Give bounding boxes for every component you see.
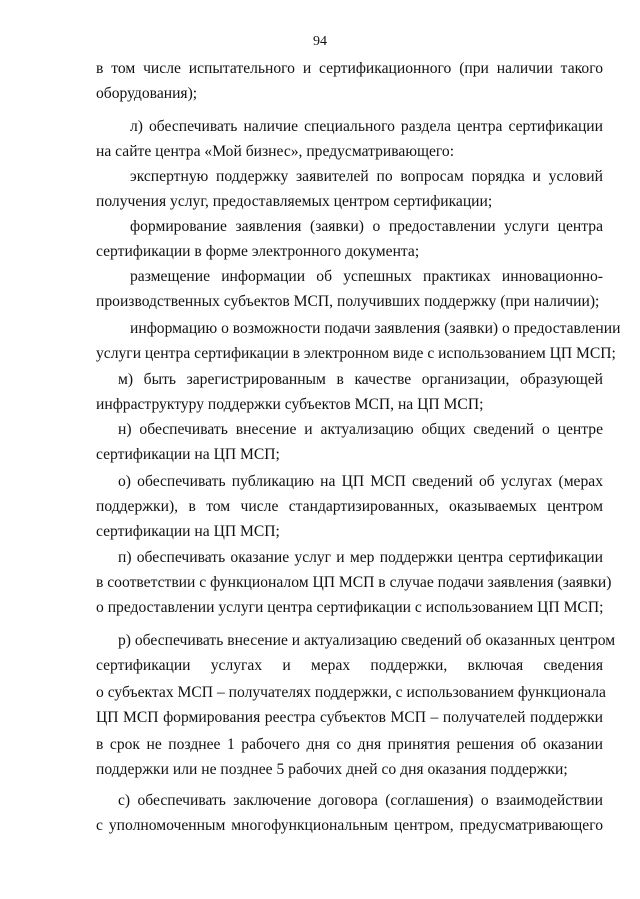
text-line: экспертную поддержку заявителей по вопросам порядка и условий (130, 168, 603, 185)
text-line: формирование заявления (заявки) о предоставлении услуги центра (130, 218, 603, 235)
text-line: поддержки), в том числе стандартизированных, оказываемых центром (96, 498, 603, 515)
text-line: с уполномоченным многофункциональным центром, предусматривающего (96, 817, 603, 834)
text-line: р) обеспечивать внесение и актуализацию сведений об оказанных центром (118, 632, 616, 649)
text-line: оборудования); (96, 85, 198, 102)
text-line: в срок не позднее 1 рабочего дня со дня принятия решения об оказании (96, 736, 603, 753)
text-line: н) обеспечивать внесение и актуализацию общих сведений о центре (118, 421, 603, 438)
text-line: п) обеспечивать оказание услуг и мер поддержки центра сертификации (118, 549, 603, 566)
text-line: о субъектах МСП – получателях поддержки, с использованием функционала (96, 684, 606, 701)
text-line: сертификации на ЦП МСП; (96, 446, 280, 463)
text-line: информацию о возможности подачи заявления (заявки) о предоставлении (130, 320, 621, 337)
text-line: сертификации на ЦП МСП; (96, 523, 280, 540)
text-line: ЦП МСП формирования реестра субъектов МСП – получателей поддержки (96, 709, 603, 726)
text-line: м) быть зарегистрированным в качестве организации, образующей (118, 371, 603, 388)
text-line: инфраструктуру поддержки субъектов МСП, на ЦП МСП; (96, 396, 484, 413)
text-line: поддержки или не позднее 5 рабочих дней со дня оказания поддержки; (96, 761, 568, 778)
text-line: услуги центра сертификации в электронном виде с использованием ЦП МСП; (96, 345, 616, 362)
text-line: производственных субъектов МСП, получивших поддержку (при наличии); (96, 293, 600, 310)
text-line: л) обеспечивать наличие специального раздела центра сертификации (130, 118, 603, 135)
text-line: в том числе испытательного и сертификационного (при наличии такого (96, 60, 603, 77)
text-line: сертификации в форме электронного документа; (96, 243, 420, 260)
text-line: о) обеспечивать публикацию на ЦП МСП сведений об услугах (мерах (118, 473, 603, 490)
page-number: 94 (313, 34, 327, 49)
text-line: на сайте центра «Мой бизнес», предусматривающего: (96, 143, 455, 160)
text-line: сертификации услугах и мерах поддержки, включая сведения (96, 657, 603, 674)
text-line: с) обеспечивать заключение договора (соглашения) о взаимодействии (118, 792, 603, 809)
text-line: получения услуг, предоставляемых центром сертификации; (96, 193, 493, 210)
text-line: размещение информации об успешных практиках инновационно- (130, 268, 603, 285)
text-line: о предоставлении услуги центра сертификации с использованием ЦП МСП; (96, 599, 604, 616)
text-line: в соответствии с функционалом ЦП МСП в случае подачи заявления (заявки) (96, 574, 612, 591)
